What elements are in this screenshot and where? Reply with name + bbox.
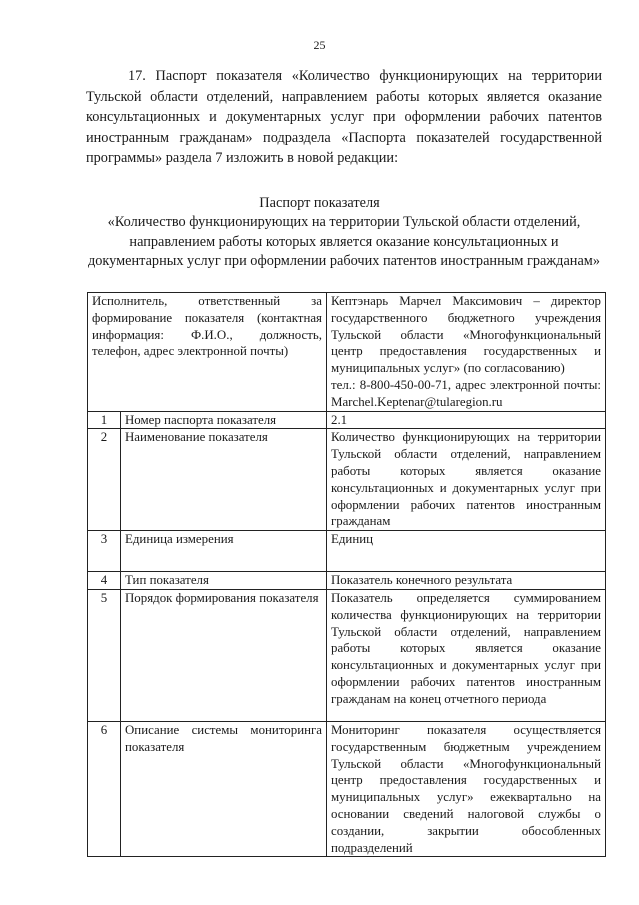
executor-name: Кептэнарь Марчел Максимович – директор государственного бюджетного учреждения Тульской области «Многофункциональный центр предоставления государственных и муниципальных услуг» (по согласованию)	[331, 294, 601, 376]
table-row	[88, 572, 606, 590]
row-label: Номер паспорта показателя	[121, 411, 327, 429]
table-row	[88, 589, 606, 721]
passport-title: Паспорт показателя	[259, 195, 380, 211]
table-row	[88, 411, 606, 429]
amendment-paragraph: 17. Паспорт показателя «Количество функционирующих на территории Тульской области отделений, направлением работы которых является оказание консультационных и документарных услуг при оформлении рабочих патентов иностранным гражданам» подраздела «Паспорта показателей государственной программы» раздела 7 изложить в новой редакции:	[86, 68, 602, 166]
row-label: Порядок формирования показателя	[121, 589, 327, 721]
executor-cell	[327, 293, 606, 412]
row-label: Тип показателя	[121, 572, 327, 590]
row-value: Показатель конечного результата	[327, 572, 606, 590]
row-number: 2	[88, 429, 121, 531]
row-number: 1	[88, 411, 121, 429]
table-row	[88, 531, 606, 572]
row-label: Единица измерения	[121, 531, 327, 572]
table-row-executor	[88, 293, 606, 412]
row-number: 4	[88, 572, 121, 590]
row-number: 5	[88, 589, 121, 721]
row-value: Мониторинг показателя осуществляется государственным бюджетным учреждением Тульской области «Многофункциональный центр предоставления государственных и муниципальных услуг» ежеквартально на основании сведений налоговой службы о создании, закрытии обособленных подразделений	[327, 721, 606, 856]
row-value: Показатель определяется суммированием количества функционирующих на территории Тульской области отделений, направлением работы которых является оказание консультационных и документарных услуг при оформлении рабочих патентов иностранным гражданам на конец отчетного периода	[327, 589, 606, 721]
table-row	[88, 429, 606, 531]
row-number: 6	[88, 721, 121, 856]
passport-table	[87, 292, 606, 857]
row-label: Наименование показателя	[121, 429, 327, 531]
row-value: Количество функционирующих на территории Тульской области отделений, направлением работы которых является оказание консультационных и документарных услуг при оформлении рабочих патентов иностранным гражданам	[327, 429, 606, 531]
executor-label: Исполнитель, ответственный за формирование показателя (контактная информация: Ф.И.О., должность, телефон, адрес электронной почты)	[88, 293, 327, 412]
row-number: 3	[88, 531, 121, 572]
page-number: 25	[313, 38, 326, 52]
row-label: Описание системы мониторинга показателя	[121, 721, 327, 856]
passport-subtitle: «Количество функционирующих на территории Тульской области отделений, направлением работы которых является оказание консультационных и документарных услуг при оформлении рабочих патентов иностранным гражданам»	[87, 214, 600, 269]
row-value: Единиц	[327, 531, 606, 572]
table-row	[88, 721, 606, 856]
executor-contacts: тел.: 8-800-450-00-71, адрес электронной почты: Marchel.Keptenar@tularegion.ru	[331, 377, 601, 409]
row-value: 2.1	[327, 411, 606, 429]
